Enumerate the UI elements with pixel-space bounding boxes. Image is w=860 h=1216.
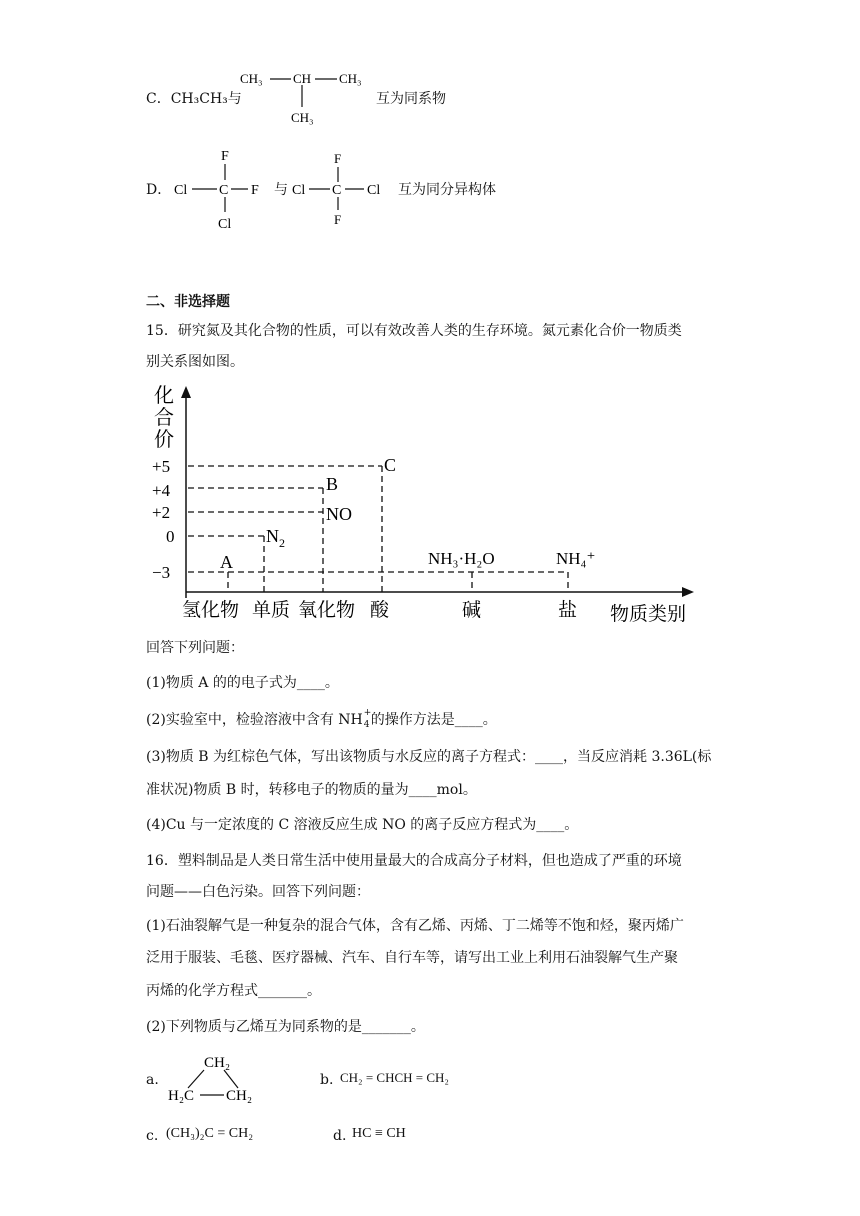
x-category: 氧化物	[298, 600, 356, 621]
atom: Cl	[367, 183, 381, 198]
y-axis-title-char: 化	[154, 385, 174, 407]
atom-group: H₂C	[168, 1088, 195, 1104]
ch-group: CH	[293, 71, 312, 86]
x-category: 盐	[558, 600, 578, 621]
y-tick: −3	[152, 563, 171, 582]
atom: Cl	[174, 183, 188, 198]
option-c-suffix: 互为同系物	[376, 91, 446, 107]
q16-option-d-label: d.	[333, 1128, 347, 1144]
q16-option-c-formula: (CH₃)₂C = CH₂	[166, 1126, 254, 1141]
x-category: 单质	[252, 600, 291, 621]
option-d-prefix: D．	[146, 182, 172, 198]
y-axis-arrow	[181, 386, 191, 398]
atom: F	[334, 151, 342, 166]
atom: F	[221, 149, 229, 164]
q15-sub1: (1)物质 A 的的电子式为____。	[146, 675, 339, 691]
y-axis-title-char: 合	[154, 407, 174, 429]
q16-stem-line1: 16．塑料制品是人类日常生活中使用量最大的合成高分子材料，但也造成了严重的环境	[146, 853, 682, 869]
q15-prompt: 回答下列问题：	[146, 640, 244, 656]
x-category: 酸	[370, 600, 390, 621]
x-axis-arrow	[682, 587, 694, 597]
atom: Cl	[292, 183, 306, 198]
ch3-right: CH₃	[339, 71, 362, 86]
q15-sub4: (4)Cu 与一定浓度的 C 溶液反应生成 NO 的离子反应方程式为____。	[146, 817, 579, 833]
x-category: 氢化物	[182, 600, 240, 621]
y-tick: +2	[152, 503, 171, 522]
option-d-molecule-1	[168, 142, 268, 238]
q15-stem-line2: 别关系图如图。	[146, 354, 244, 370]
atom: C	[332, 183, 342, 198]
point-nh3h2o-label: NH₃·H₂O	[428, 549, 495, 568]
ch3-left: CH₃	[240, 71, 263, 86]
dashed-guides	[188, 466, 568, 592]
x-category: 碱	[462, 600, 482, 621]
option-d-molecule-2	[290, 148, 396, 228]
option-d-suffix: 互为同分异构体	[398, 182, 496, 198]
y-tick: +4	[152, 481, 171, 500]
point-no-label: NO	[326, 504, 352, 524]
q15-sub2: (2)实验室中，检验溶液中含有 NH + 4 的操作方法是____。	[146, 708, 497, 730]
q16-option-b-label: b.	[320, 1072, 334, 1088]
atom: C	[219, 183, 229, 198]
atom-group: CH₂	[204, 1055, 231, 1071]
q15-sub3-line1: (3)物质 B 为红棕色气体，写出该物质与水反应的离子方程式：____，当反应消耗 3.36L(标	[146, 749, 712, 765]
section-title: 二、非选择题	[146, 294, 230, 310]
atom: F	[334, 212, 342, 227]
q16-sub2: (2)下列物质与乙烯互为同系物的是_______。	[146, 1019, 425, 1035]
q16-sub1-line3: 丙烯的化学方程式_______。	[146, 983, 321, 999]
option-c-prefix: C．CH₃CH₃与	[146, 91, 242, 107]
atom-group: CH₂	[226, 1088, 253, 1104]
option-c-structure	[236, 64, 376, 128]
point-nh4-label: NH₄⁺	[556, 549, 596, 568]
option-d-middle: 与	[274, 182, 288, 198]
y-tick: +5	[152, 457, 171, 476]
point-b-label: B	[326, 474, 339, 494]
q16-sub1-line1: (1)石油裂解气是一种复杂的混合气体，含有乙烯、丙烯、丁二烯等不饱和烃，聚丙烯广	[146, 918, 684, 934]
y-tick: 0	[166, 527, 175, 546]
atom: Cl	[218, 217, 232, 232]
x-axis-title: 物质类别	[610, 604, 687, 625]
y-axis-title-char: 价	[154, 429, 174, 451]
point-n2-label: $N_2$	[266, 526, 285, 550]
cyclopropane-structure	[164, 1050, 274, 1106]
point-a-label: A	[220, 552, 233, 572]
valence-category-chart	[146, 380, 706, 628]
atom: F	[251, 183, 259, 198]
q16-option-d-formula: HC ≡ CH	[352, 1126, 406, 1141]
q15-sub3-line2: 准状况)物质 B 时，转移电子的物质的量为____mol。	[146, 782, 477, 798]
q16-option-a-label: a.	[146, 1072, 159, 1088]
point-c-label: C	[384, 455, 397, 475]
q16-stem-line2: 问题——白色污染。回答下列问题：	[146, 884, 370, 900]
q16-sub1-line2: 泛用于服装、毛毯、医疗器械、汽车、自行车等，请写出工业上利用石油裂解气生产聚	[146, 950, 678, 966]
ch3-bottom: CH₃	[291, 110, 314, 125]
q16-option-c-label: c.	[146, 1128, 159, 1144]
q15-stem-line1: 15．研究氮及其化合物的性质，可以有效改善人类的生存环境。氮元素化合价一物质类	[146, 323, 682, 339]
q16-option-b-formula: CH₂ = CHCH = CH₂	[340, 1070, 449, 1085]
